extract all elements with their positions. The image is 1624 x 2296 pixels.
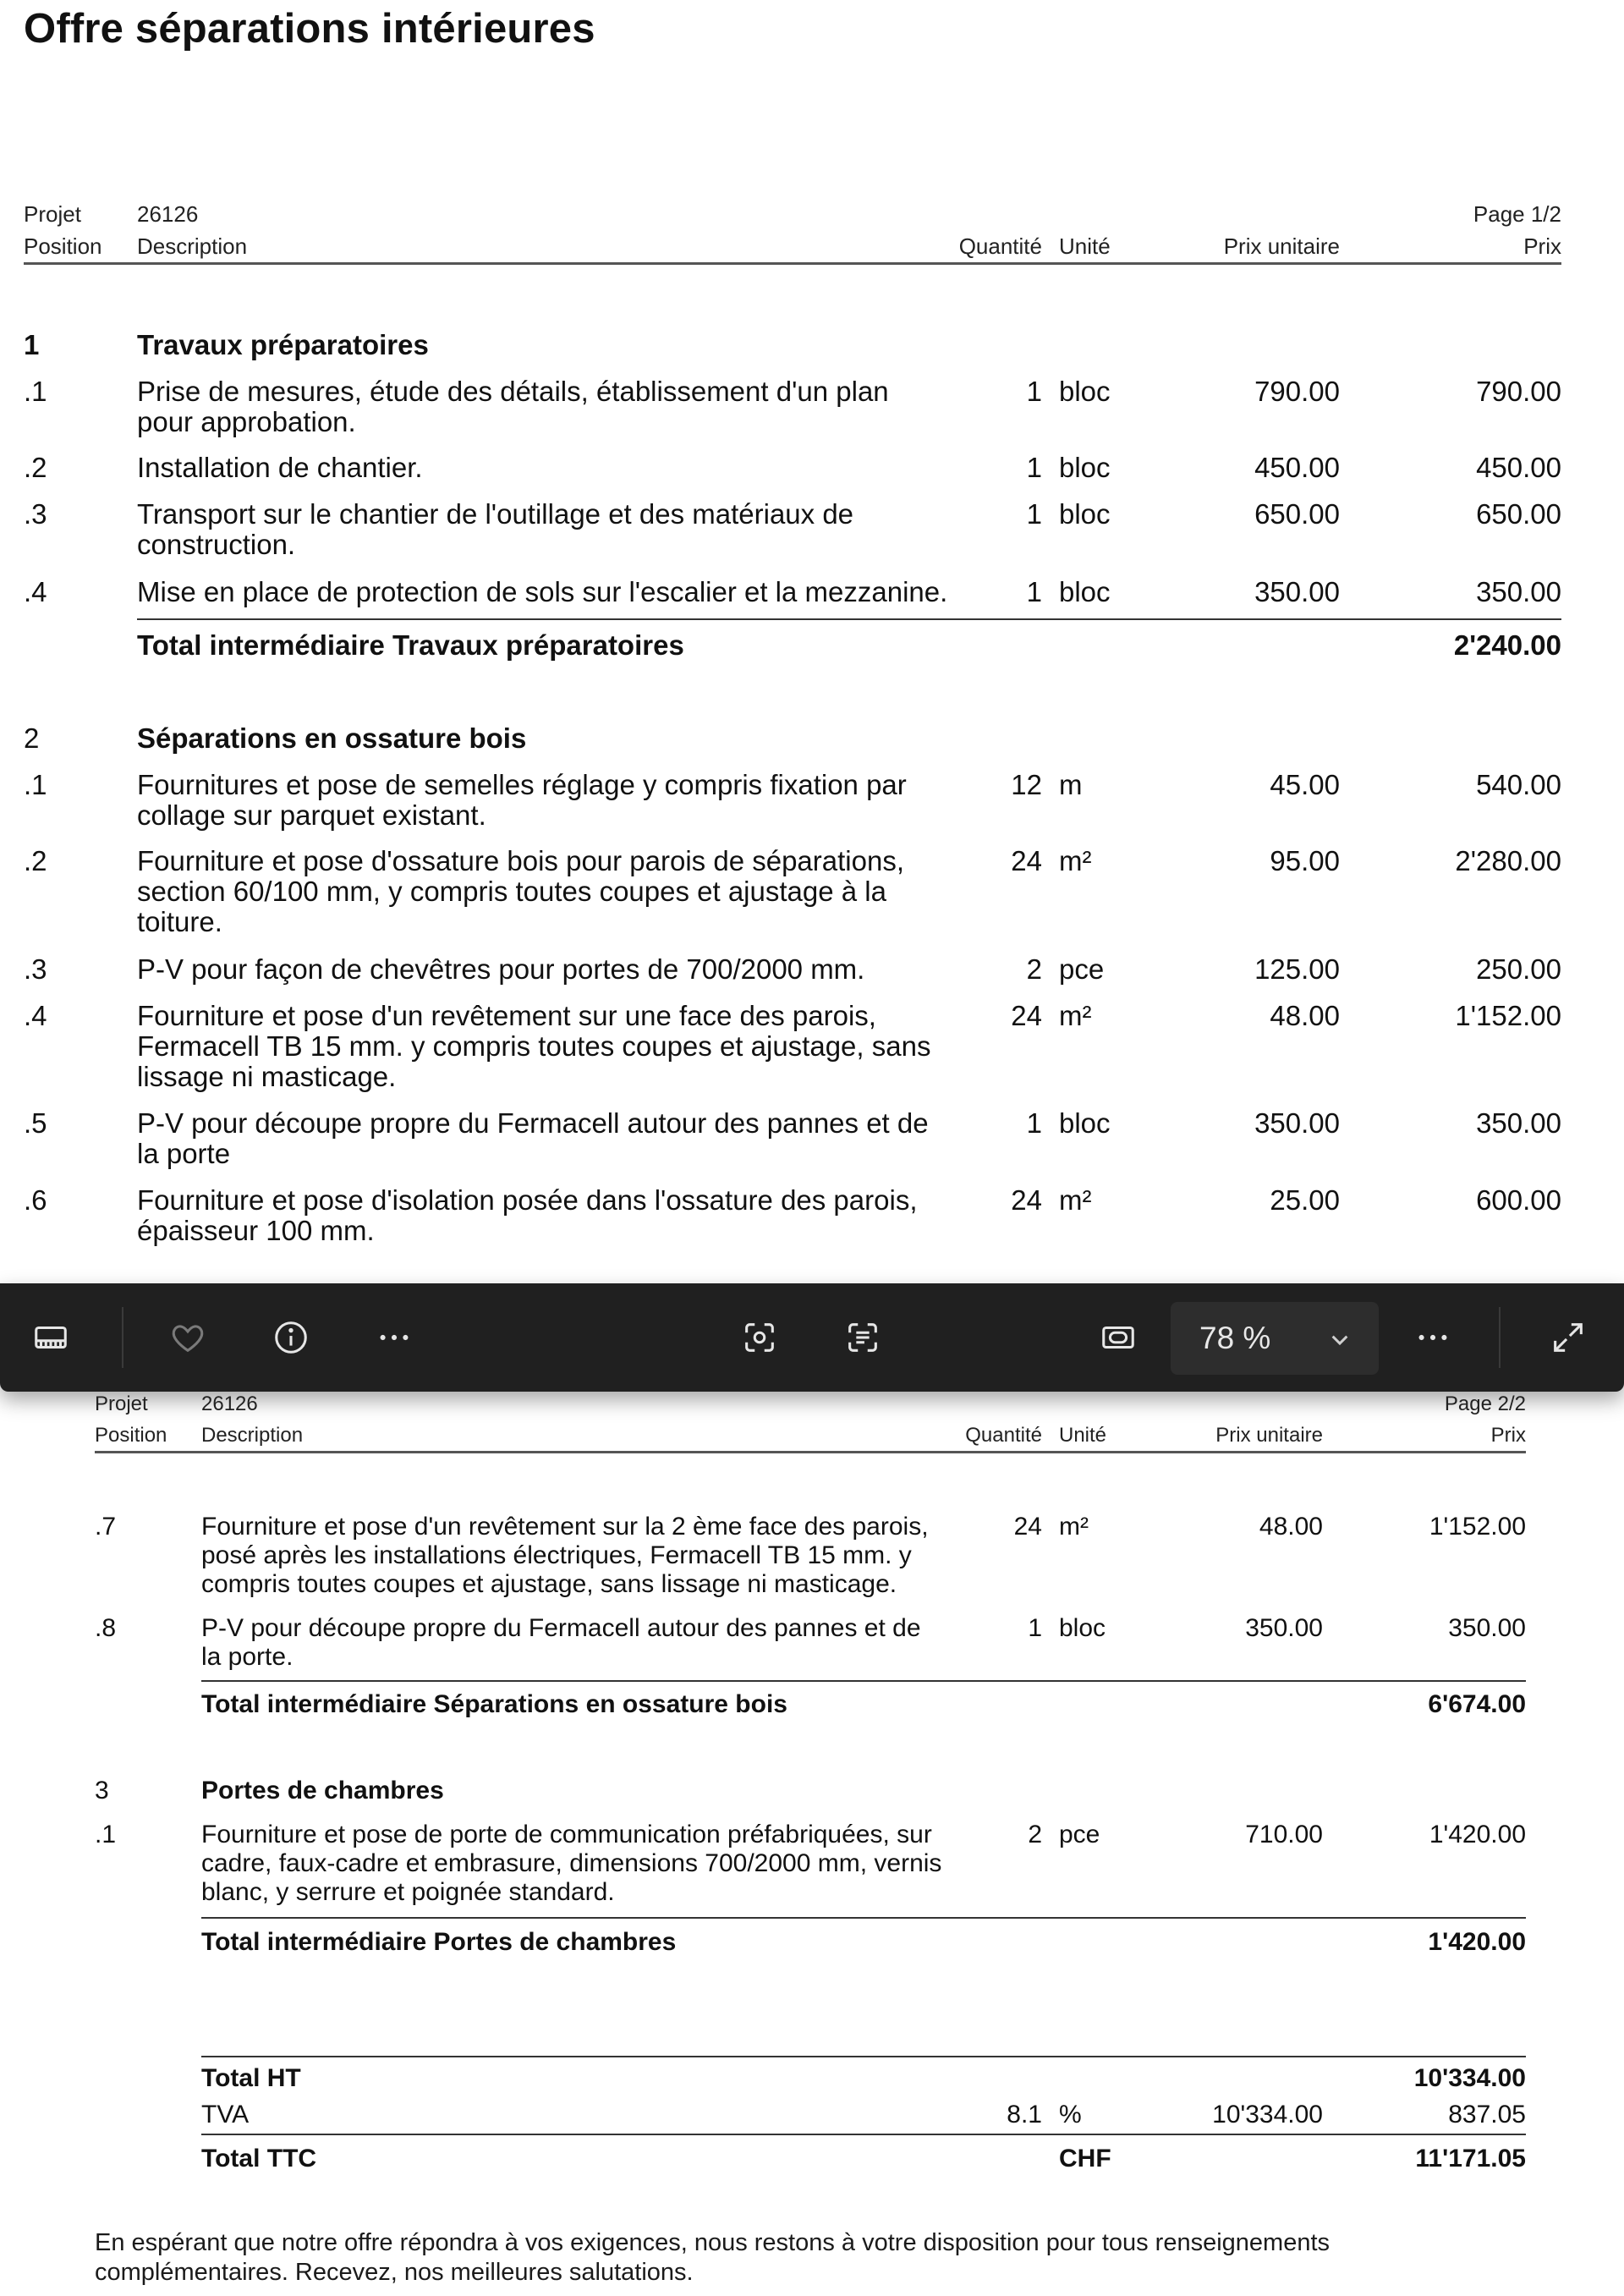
header-rule: [24, 262, 1561, 265]
item-price: 350.00: [1448, 1614, 1526, 1642]
item-price: 790.00: [1476, 376, 1561, 407]
item-quantity: 12: [1011, 769, 1042, 800]
col-unit-price: Prix unitaire: [1215, 1424, 1323, 1447]
item-unit: bloc: [1059, 452, 1111, 483]
viewer-toolbar: [0, 1283, 1624, 1392]
text-scan-button[interactable]: [836, 1310, 890, 1365]
section-title: Portes de chambres: [201, 1777, 444, 1804]
tva-rate: 8.1: [1007, 2101, 1042, 2128]
item-unit: pce: [1059, 953, 1105, 985]
col-position: Position: [95, 1424, 167, 1447]
project-label: Projet: [24, 201, 81, 227]
col-quantity: Quantité: [965, 1424, 1042, 1447]
info-button[interactable]: [264, 1310, 318, 1365]
more-button[interactable]: [367, 1310, 421, 1365]
item-unit-price: 790.00: [1254, 376, 1340, 407]
section-title: Travaux préparatoires: [137, 329, 429, 360]
item-position: .5: [24, 1107, 47, 1139]
item-quantity: 1: [1026, 452, 1042, 483]
item-unit: bloc: [1059, 576, 1111, 607]
tva-label: TVA: [201, 2101, 250, 2128]
item-quantity: 1: [1026, 498, 1042, 530]
item-unit: bloc: [1059, 498, 1111, 530]
item-quantity: 1: [1028, 1614, 1042, 1642]
item-description: Fourniture et pose d'un revêtement sur la 2 ème face des parois, posé après les installations électriques, Fermacell TB 15 mm. y compris toutes coupes et ajustage, sans lissage ni masticage.: [201, 1513, 929, 1598]
item-quantity: 2: [1026, 953, 1042, 985]
actual-size-icon: [1099, 1318, 1138, 1357]
item-position: .4: [24, 1000, 47, 1031]
subtotal-value: 2'240.00: [1453, 629, 1561, 661]
scan-icon: [740, 1318, 779, 1357]
item-unit-price: 95.00: [1270, 845, 1340, 876]
col-unit: Unité: [1059, 1424, 1107, 1447]
zoom-dropdown[interactable]: [1171, 1302, 1379, 1375]
item-description: Fourniture et pose d'isolation posée dans l'ossature des parois, épaisseur 100 mm.: [137, 1184, 918, 1246]
item-description: P-V pour découpe propre du Fermacell autour des pannes et de la porte: [137, 1107, 929, 1169]
actual-size-button[interactable]: [1091, 1310, 1145, 1365]
item-unit: m²: [1059, 1513, 1089, 1541]
item-price: 1'152.00: [1429, 1513, 1526, 1541]
item-unit-price: 48.00: [1259, 1513, 1323, 1541]
item-position: .8: [95, 1614, 117, 1642]
section-number: 1: [24, 329, 40, 360]
total-ht-value: 10'334.00: [1413, 2064, 1526, 2092]
item-position: .1: [24, 769, 47, 800]
item-unit-price: 350.00: [1254, 576, 1340, 607]
item-unit-price: 650.00: [1254, 498, 1340, 530]
item-unit: m²: [1059, 1184, 1092, 1216]
item-unit-price: 450.00: [1254, 452, 1340, 483]
subtotal-rule: [201, 1680, 1526, 1682]
subtotal-label: Total intermédiaire Séparations en ossature bois: [201, 1690, 787, 1718]
item-position: .1: [95, 1821, 117, 1848]
subtotal-rule: [137, 618, 1561, 620]
col-quantity: Quantité: [958, 233, 1042, 259]
item-price: 540.00: [1476, 769, 1561, 800]
item-description: Installation de chantier.: [137, 452, 423, 483]
project-number: 26126: [137, 201, 199, 227]
col-unit: Unité: [1059, 233, 1111, 259]
more-icon: [1413, 1318, 1452, 1357]
subtotal-value: 1'420.00: [1428, 1928, 1526, 1956]
page-number: Page 1/2: [1473, 201, 1561, 227]
ttc-currency: CHF: [1059, 2145, 1111, 2172]
chevron-down-icon: [1323, 1322, 1357, 1356]
item-price: 1'420.00: [1429, 1821, 1526, 1848]
item-price: 350.00: [1476, 1107, 1561, 1139]
item-quantity: 1: [1026, 576, 1042, 607]
item-description: Fourniture et pose d'un revêtement sur une face des parois, Fermacell TB 15 mm. y compris toutes coupes et ajustage, sans lissage ni masticage.: [137, 1000, 931, 1092]
zoom-level: 78 %: [1199, 1321, 1271, 1355]
item-description: Mise en place de protection de sols sur l'escalier et la mezzanine.: [137, 576, 948, 607]
subtotal-value: 6'674.00: [1428, 1690, 1526, 1718]
more-icon: [375, 1318, 414, 1357]
col-price: Prix: [1523, 233, 1561, 259]
item-quantity: 24: [1013, 1513, 1042, 1541]
item-position: .1: [24, 376, 47, 407]
total-ttc-label: Total TTC: [201, 2145, 317, 2172]
item-unit: m²: [1059, 845, 1092, 876]
subtotal-label: Total intermédiaire Portes de chambres: [201, 1928, 677, 1956]
item-description: P-V pour découpe propre du Fermacell autour des pannes et de la porte.: [201, 1614, 921, 1671]
item-price: 650.00: [1476, 498, 1561, 530]
item-quantity: 24: [1011, 1000, 1042, 1031]
col-position: Position: [24, 233, 102, 259]
item-price: 350.00: [1476, 576, 1561, 607]
section-title: Séparations en ossature bois: [137, 722, 527, 754]
toolbar-separator: [1499, 1307, 1501, 1368]
fullscreen-button[interactable]: [1541, 1310, 1595, 1365]
heart-icon: [168, 1318, 207, 1357]
item-description: Transport sur le chantier de l'outillage et des matériaux de construction.: [137, 498, 854, 560]
item-position: .2: [24, 452, 47, 483]
item-unit-price: 710.00: [1245, 1821, 1323, 1848]
text-recognition-icon: [843, 1318, 882, 1357]
section-number: 3: [95, 1777, 109, 1804]
item-quantity: 1: [1026, 1107, 1042, 1139]
fullscreen-icon: [1549, 1318, 1588, 1357]
item-quantity: 1: [1026, 376, 1042, 407]
item-price: 450.00: [1476, 452, 1561, 483]
item-description: Prise de mesures, étude des détails, établissement d'un plan pour approbation.: [137, 376, 889, 437]
filmstrip-button[interactable]: [24, 1310, 78, 1365]
col-price: Prix: [1490, 1424, 1526, 1447]
section-number: 2: [24, 722, 40, 754]
item-description: Fourniture et pose de porte de communication préfabriquées, sur cadre, faux-cadre et embrasure, dimensions 700/2000 mm, vernis blanc, y serrure et poignée standard.: [201, 1821, 942, 1906]
item-position: .4: [24, 576, 47, 607]
item-unit: bloc: [1059, 1107, 1111, 1139]
item-unit-price: 25.00: [1270, 1184, 1340, 1216]
col-unit-price: Prix unitaire: [1223, 233, 1340, 259]
item-unit-price: 125.00: [1254, 953, 1340, 985]
col-description: Description: [201, 1424, 304, 1447]
filmstrip-icon: [31, 1318, 70, 1357]
info-icon: [272, 1318, 310, 1357]
item-unit: pce: [1059, 1821, 1100, 1848]
item-unit-price: 350.00: [1245, 1614, 1323, 1642]
item-description: P-V pour façon de chevêtres pour portes de 700/2000 mm.: [137, 953, 865, 985]
page-number: Page 2/2: [1444, 1392, 1526, 1415]
col-description: Description: [137, 233, 248, 259]
item-unit: m: [1059, 769, 1083, 800]
item-position: .7: [95, 1513, 117, 1541]
item-position: .3: [24, 498, 47, 530]
item-quantity: 24: [1011, 845, 1042, 876]
document-title: Offre séparations intérieures: [24, 6, 595, 52]
item-unit: bloc: [1059, 1614, 1106, 1642]
tva-base: 10'334.00: [1212, 2101, 1323, 2128]
item-position: .3: [24, 953, 47, 985]
more-options-button[interactable]: [1406, 1310, 1460, 1365]
item-price: 600.00: [1476, 1184, 1561, 1216]
subtotal-label: Total intermédiaire Travaux préparatoires: [137, 629, 684, 661]
totals-rule: [201, 2056, 1526, 2057]
tva-unit: %: [1059, 2101, 1082, 2128]
item-price: 1'152.00: [1455, 1000, 1561, 1031]
item-quantity: 2: [1028, 1821, 1042, 1848]
item-price: 2'280.00: [1455, 845, 1561, 876]
item-position: .6: [24, 1184, 47, 1216]
header-rule: [95, 1451, 1526, 1453]
item-description: Fourniture et pose d'ossature bois pour parois de séparations, section 60/100 mm, y compris toutes coupes et ajustage à la toiture.: [137, 845, 905, 937]
item-quantity: 24: [1011, 1184, 1042, 1216]
total-ttc-value: 11'171.05: [1415, 2145, 1526, 2172]
visual-search-button[interactable]: [732, 1310, 787, 1365]
total-ht-label: Total HT: [201, 2064, 301, 2092]
item-unit-price: 48.00: [1270, 1000, 1340, 1031]
tva-value: 837.05: [1448, 2101, 1526, 2128]
item-position: .2: [24, 845, 47, 876]
subtotal-rule: [201, 1917, 1526, 1919]
project-number: 26126: [201, 1392, 258, 1415]
favorite-button[interactable]: [161, 1310, 215, 1365]
item-price: 250.00: [1476, 953, 1561, 985]
item-unit-price: 45.00: [1270, 769, 1340, 800]
toolbar-separator: [122, 1307, 123, 1368]
project-label: Projet: [95, 1392, 148, 1415]
item-unit-price: 350.00: [1254, 1107, 1340, 1139]
closing-text: En espérant que notre offre répondra à vos exigences, nous restons à votre disposition pour tous renseignements complémentaires. Recevez, nos meilleures salutations.: [95, 2229, 1330, 2286]
item-unit: bloc: [1059, 376, 1111, 407]
item-unit: m²: [1059, 1000, 1092, 1031]
item-description: Fournitures et pose de semelles réglage y compris fixation par collage sur parquet existant.: [137, 769, 907, 831]
ttc-rule: [201, 2134, 1526, 2135]
